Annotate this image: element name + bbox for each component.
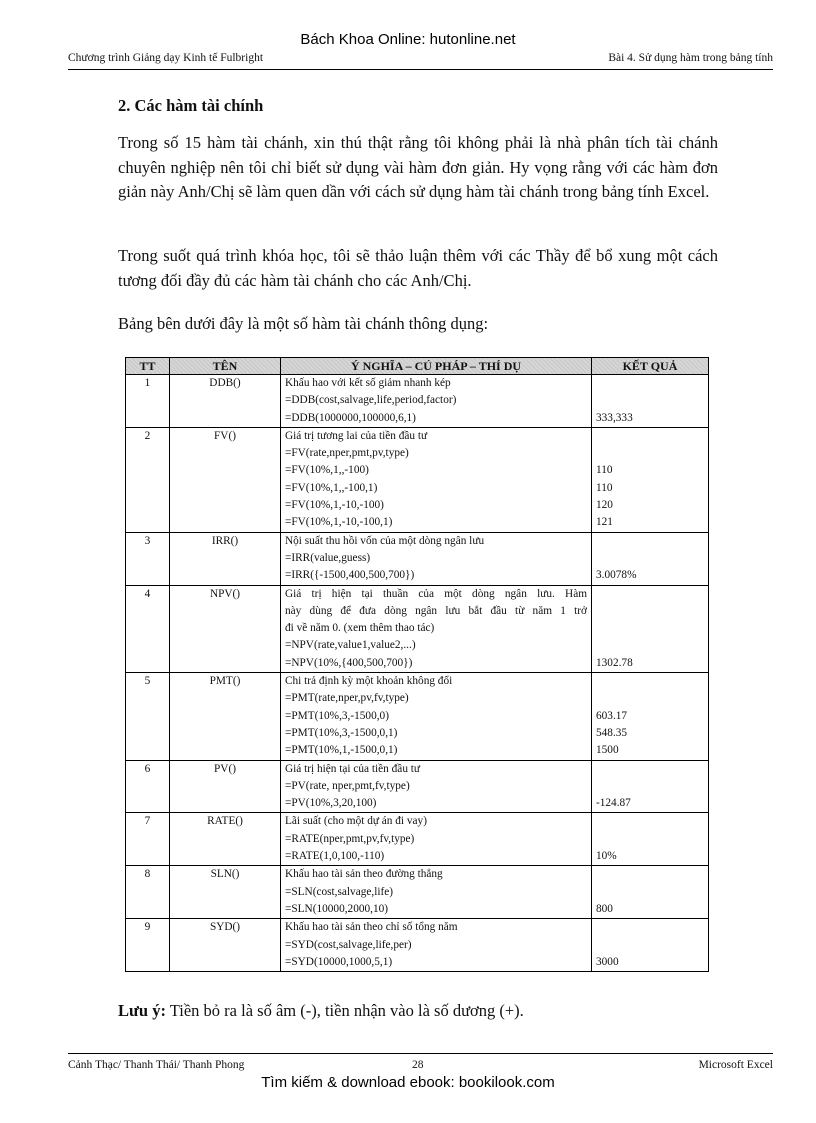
description-line: Khấu hao tài sản theo chỉ số tổng năm [285,921,458,934]
result-value: 10% [596,850,617,863]
result-value [596,919,704,936]
description-line: Khấu hao tài sản theo đường thẳng [285,868,443,881]
result-value [596,375,704,392]
result-value: 3000 [596,955,619,968]
function-description [281,427,592,532]
syntax-line: =IRR({-1500,400,500,700}) [285,569,415,582]
table-row [126,585,709,672]
result-value: 333,333 [596,411,633,424]
watermark-top: Bách Khoa Online: hutonline.net [300,31,516,48]
row-number: 4 [126,585,170,672]
syntax-line: =PV(rate, nper,pmt,fv,type) [285,779,410,792]
function-name: RATE() [170,813,281,866]
table-row [126,427,709,532]
result-value [596,428,704,445]
function-name: FV() [170,427,281,532]
note-text: Tiền bỏ ra là số âm (-), tiền nhận vào là số dương (+). [165,1001,524,1020]
row-number: 3 [126,532,170,585]
result-value [596,603,704,620]
row-number: 7 [126,813,170,866]
result-value [596,778,704,795]
table-row [126,532,709,585]
syntax-line: =IRR(value,guess) [285,551,371,564]
syntax-line: =SLN(10000,2000,10) [285,902,389,915]
syntax-line: =FV(10%,1,,-100) [285,464,369,477]
header-name: TÊN [170,358,281,375]
footer-page-number: 28 [412,1059,424,1071]
function-description [281,375,592,428]
function-description [281,760,592,813]
footer-subject: Microsoft Excel [698,1059,773,1071]
function-result [592,585,709,672]
function-result [592,375,709,428]
syntax-line: =FV(10%,1,,-100,1) [285,481,378,494]
page-header [68,51,773,70]
result-value: -124.87 [596,797,631,810]
function-description [281,532,592,585]
syntax-line: =DDB(cost,salvage,life,period,factor) [285,394,457,407]
result-value [596,550,704,567]
function-name: NPV() [170,585,281,672]
result-value: 120 [596,499,613,512]
result-value [596,866,704,883]
header-course-title: Chương trình Giảng dạy Kinh tế Fulbright [68,52,264,64]
description-line: Giá trị tương lai của tiền đầu tư [285,429,428,442]
function-description [281,585,592,672]
row-number: 8 [126,866,170,919]
description-line: Nội suất thu hồi vốn của một dòng ngân lưu [285,534,485,547]
function-name: SLN() [170,866,281,919]
syntax-line: =PMT(10%,1,-1500,0,1) [285,744,398,757]
function-result [592,427,709,532]
description-line: Giá trị hiện tại của tiền đầu tư [285,762,421,775]
header-result: KẾT QUẢ [592,358,709,375]
result-value [596,884,704,901]
description-line: Giá trị hiện tại thuần của một dòng ngân lưu. Hàm [285,587,587,600]
function-result [592,532,709,585]
paragraph-intro: Trong số 15 hàm tài chánh, xin thú thật rằng tôi không phải là nhà phân tích tài chánh chuyên nghiệp nên tôi chỉ biết sử dụng vài hàm đơn giản. Hy vọng rằng với các hàm đơn giản này Anh/Chị sẽ làm quen dần với cách sử dụng hàm tài chánh trong bảng tính Excel. [118,133,718,201]
function-result [592,866,709,919]
result-value [596,937,704,954]
function-name: DDB() [170,375,281,428]
syntax-line: =SYD(10000,1000,5,1) [285,955,393,968]
description-line: Khấu hao với kết số giảm nhanh kép [285,377,451,389]
description-line: Chi trả định kỳ một khoản không đổi [285,675,453,688]
table-row [126,760,709,813]
function-result [592,673,709,760]
function-description [281,866,592,919]
syntax-line: =DDB(1000000,100000,6,1) [285,411,416,424]
table-header-row [126,358,709,375]
syntax-line: =FV(10%,1,-10,-100) [285,499,384,512]
syntax-line: =SLN(cost,salvage,life) [285,885,394,898]
result-value [596,813,704,830]
paragraph-table-intro: Bảng bên dưới đây là một số hàm tài chánh thông dụng: [118,314,489,333]
note [118,1001,524,1021]
footer-authors: Cảnh Thạc/ Thanh Thái/ Thanh Phong [68,1059,245,1071]
syntax-line: =NPV(rate,value1,value2,...) [285,639,416,652]
result-value [596,586,704,603]
result-value: 548.35 [596,726,628,739]
syntax-line: =PMT(10%,3,-1500,0) [285,709,389,722]
syntax-line: =RATE(nper,pmt,pv,fv,type) [285,832,415,845]
table-row [126,673,709,760]
function-description [281,813,592,866]
page-footer [68,1053,773,1072]
financial-functions-table [125,357,709,972]
result-value [596,620,704,637]
section-title: 2. Các hàm tài chính [118,96,264,115]
result-value [596,831,704,848]
result-value [596,445,704,462]
result-value: 603.17 [596,709,628,722]
syntax-line: =PV(10%,3,20,100) [285,797,377,810]
syntax-line: =FV(rate,nper,pmt,pv,type) [285,447,409,460]
syntax-line: =PMT(rate,nper,pv,fv,type) [285,692,409,705]
syntax-line: đi về năm 0. (xem thêm thao tác) [285,622,435,635]
row-number: 2 [126,427,170,532]
table-row [126,813,709,866]
syntax-line: =PMT(10%,3,-1500,0,1) [285,726,398,739]
table-row [126,866,709,919]
function-description [281,673,592,760]
table-body [126,375,709,972]
result-value: 121 [596,516,613,529]
result-value [596,637,704,654]
result-value: 110 [596,481,613,494]
row-number: 5 [126,673,170,760]
note-label: Lưu ý: [118,1001,166,1020]
result-value [596,761,704,778]
syntax-line: này dùng để đưa dòng ngân lưu bắt đầu từ năm 1 trở [285,604,587,617]
result-value: 1500 [596,744,619,757]
row-number: 6 [126,760,170,813]
syntax-line: =NPV(10%,{400,500,700}) [285,656,413,669]
syntax-line: =RATE(1,0,100,-110) [285,850,385,863]
result-value: 110 [596,464,613,477]
watermark-bottom: Tìm kiếm & download ebook: bookilook.com [261,1074,555,1091]
syntax-line: =SYD(cost,salvage,life,per) [285,938,412,951]
result-value: 800 [596,902,613,915]
row-number: 1 [126,375,170,428]
function-description [281,919,592,972]
function-name: SYD() [170,919,281,972]
function-result [592,760,709,813]
result-value [596,392,704,409]
result-value [596,690,704,707]
function-name: PV() [170,760,281,813]
result-value [596,533,704,550]
function-result [592,813,709,866]
function-name: IRR() [170,532,281,585]
header-lesson-title: Bài 4. Sử dụng hàm trong bảng tính [608,52,773,64]
function-name: PMT() [170,673,281,760]
syntax-line: =FV(10%,1,-10,-100,1) [285,516,393,529]
header-description: Ý NGHĨA – CÚ PHÁP – THÍ DỤ [281,358,592,375]
table-row [126,375,709,428]
function-result [592,919,709,972]
row-number: 9 [126,919,170,972]
table-row [126,919,709,972]
result-value [596,673,704,690]
result-value: 1302.78 [596,656,633,669]
result-value: 3.0078% [596,569,637,582]
header-tt: TT [126,358,170,375]
description-line: Lãi suất (cho một dự án đi vay) [285,815,427,828]
paragraph-course: Trong suốt quá trình khóa học, tôi sẽ thảo luận thêm với các Thầy để bổ xung một cách tương đối đầy đủ các hàm tài chánh cho các Anh/Chị. [118,246,718,290]
